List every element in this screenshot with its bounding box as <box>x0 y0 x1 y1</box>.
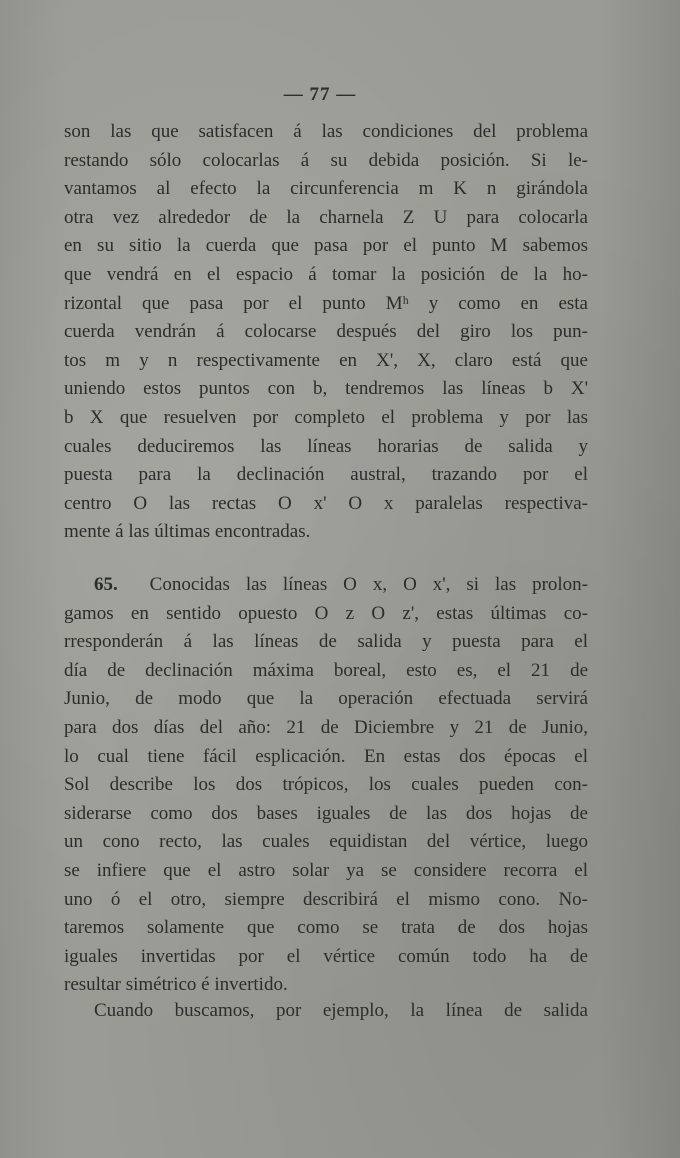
text-line: día de declinación máxima boreal, esto es, el 21 de <box>64 659 588 681</box>
text-line-first <box>64 571 588 600</box>
text-line: cuerda vendrán á colocarse después del giro los pun- <box>64 321 588 343</box>
text-line: mente á las últimas encontradas. <box>64 521 311 543</box>
text-line: lo cual tiene fácil esplicación. En estas dos épocas el <box>64 745 588 767</box>
page-number: — 77 — <box>283 84 357 105</box>
text-line: se infiere que el astro solar ya se considere recorra el <box>64 859 588 881</box>
paragraph-next <box>64 997 588 1026</box>
text-line: Sol describe los dos trópicos, los cuales pueden con- <box>64 774 588 796</box>
text-line: b X que resuelven por completo el problema y por las <box>64 406 588 428</box>
text-line: uno ó el otro, siempre describirá el mismo cono. No- <box>64 888 588 910</box>
paragraph-65 <box>64 571 588 1000</box>
text-line: puesta para la declinación austral, trazando por el <box>64 464 588 486</box>
text-line: resultar simétrico é invertido. <box>64 974 288 996</box>
text-line: vantamos al efecto la circunferencia m K n girándola <box>64 178 588 200</box>
text-line-content: Conocidas las líneas O x, O x', si las prolon- <box>149 574 589 595</box>
text-line: tos m y n respectivamente en X', X, claro está que <box>64 349 588 371</box>
text-line: siderarse como dos bases iguales de las dos hojas de <box>64 802 588 824</box>
text-line: un cono recto, las cuales equidistan del vértice, luego <box>64 831 588 853</box>
text-line: taremos solamente que como se trata de dos hojas <box>64 917 588 939</box>
text-line: gamos en sentido opuesto O z O z', estas últimas co- <box>64 602 588 624</box>
text-line: cuales deduciremos las líneas horarias de salida y <box>64 435 588 457</box>
text-line: centro O las rectas O x' O x paralelas respectiva- <box>64 492 588 514</box>
text-line: rresponderán á las líneas de salida y puesta para el <box>64 631 588 653</box>
text-line: rizontal que pasa por el punto Mʰ y como en esta <box>64 292 588 314</box>
text-line: otra vez alrededor de la charnela Z U para colocarla <box>64 206 588 228</box>
paragraph-number: 65. <box>94 574 118 595</box>
text-line: que vendrá en el espacio á tomar la posición de la ho- <box>64 263 588 285</box>
paragraph-continuation <box>64 118 588 547</box>
text-line: restando sólo colocarlas á su debida posición. Si le- <box>64 149 588 171</box>
text-line: para dos días del año: 21 de Diciembre y 21 de Junio, <box>64 716 588 738</box>
text-line: Junio, de modo que la operación efectuada servirá <box>64 688 588 710</box>
text-line: iguales invertidas por el vértice común todo ha de <box>64 945 588 967</box>
text-line: uniendo estos puntos con b, tendremos las líneas b X' <box>64 378 588 400</box>
text-line: Cuando buscamos, por ejemplo, la línea de salida <box>94 1000 588 1021</box>
text-line: en su sitio la cuerda que pasa por el punto M sabemos <box>64 235 588 257</box>
text-line: son las que satisfacen á las condiciones del problema <box>64 121 588 142</box>
